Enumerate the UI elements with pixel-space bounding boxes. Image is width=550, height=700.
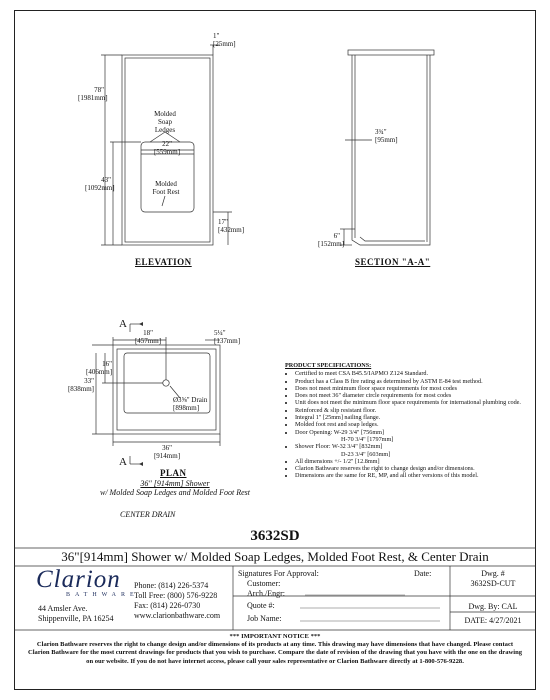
customer-label: Customer: bbox=[247, 579, 281, 588]
plan-drain bbox=[163, 380, 169, 386]
plan-dim-a: 18" [457mm] bbox=[134, 329, 162, 345]
plan-dim-width: 36" [914mm] bbox=[153, 444, 181, 460]
plan-drain-label: Ø3⅝" Drain [898mm] bbox=[173, 396, 208, 412]
spec-item: • Integral 1" [25mm] nailing flange. bbox=[295, 414, 525, 421]
elevation-top-dim: 1" [25mm] bbox=[213, 32, 236, 48]
elevation-width-dim: 22" [559mm] bbox=[153, 140, 181, 156]
spec-item: • Shower Floor: W-32 3/4" [832mm] D-23 3/4" [603mm] bbox=[295, 443, 525, 458]
logo-subtext: BATHWARE bbox=[66, 592, 139, 598]
quote-label: Quote #: bbox=[247, 601, 275, 610]
section-mark-bottom: A bbox=[119, 456, 127, 468]
date-label: Date: bbox=[414, 569, 432, 578]
model-number: 3632SD bbox=[250, 528, 300, 544]
plan-title: PLAN bbox=[160, 468, 187, 478]
spec-item: • Certified to meet CSA B45.5/IAPMO Z124 Standard. bbox=[295, 370, 525, 377]
plan-dim-b: 5¼" [137mm] bbox=[214, 329, 241, 345]
spec-item: • Does not meet 36" diameter circle requirements for most codes bbox=[295, 392, 525, 399]
spec-item: • Clarion Bathware reserves the right to change design and/or dimensions. bbox=[295, 465, 525, 472]
section-depth-dim: 3¾" [95mm] bbox=[375, 128, 398, 144]
specs-heading: PRODUCT SPECIFICATIONS: bbox=[285, 362, 372, 369]
spec-item: • Door Opening: W-29 3/4" [756mm] H-70 3/4" [1797mm] bbox=[295, 429, 525, 444]
important-notice bbox=[26, 633, 524, 666]
soap-ledges-label: Molded Soap Ledges bbox=[154, 110, 176, 134]
spec-item: • Product has a Class B fire rating as determined by ASTM E-84 test method. bbox=[295, 378, 525, 385]
section-curb-dim: 6" [152mm] bbox=[318, 232, 345, 248]
product-description: 36"[914mm] Shower w/ Molded Soap Ledges, Molded Foot Rest, & Center Drain bbox=[61, 549, 489, 564]
job-name-label: Job Name: bbox=[247, 614, 282, 623]
plan-subtitle: 36" [914mm] Shower w/ Molded Soap Ledges and Molded Foot Rest bbox=[100, 479, 250, 497]
clarion-logo: Clarion bbox=[36, 566, 121, 593]
plan-dim-d: 33" [838mm] bbox=[67, 377, 94, 393]
spec-item: • Molded foot rest and soap ledges. bbox=[295, 421, 525, 428]
drawn-by: Dwg. By: CAL bbox=[468, 602, 518, 611]
notice-heading: *** IMPORTANT NOTICE *** bbox=[229, 633, 321, 640]
elevation-height-dim: 78" [1981mm] bbox=[78, 86, 108, 102]
elevation-title: ELEVATION bbox=[135, 257, 192, 267]
foot-rest-label: Molded Foot Rest bbox=[152, 180, 180, 196]
elevation-ledge-dim: 43" [1092mm] bbox=[85, 176, 115, 192]
section-mark-top: A bbox=[119, 318, 127, 330]
arch-label: Arch./Engr: bbox=[247, 589, 285, 598]
notice-body: Clarion Bathware reserves the right to change design and/or dimensions of its products at any time. This drawing may have dimensions that have changed. Please contact Clarion Bathware for the most current drawings for products that you wish to purchase. Compare the date of revision of the drawing that you have with the one on the drawing on our website. If you do not have internet access, please call your sales representative or Clarion Bathware directly at 1-800-576-9228. bbox=[27, 641, 523, 665]
company-address: 44 Amsler Ave. Shippenville, PA 16254 bbox=[38, 604, 114, 623]
plan-dim-c: 16" [406mm] bbox=[86, 360, 113, 376]
plan-outline bbox=[113, 345, 220, 434]
product-specifications bbox=[285, 362, 525, 480]
spec-item: • Dimensions are the same for RE, MP, and all other versions of this model. bbox=[295, 472, 525, 479]
signatures-label: Signatures For Approval: bbox=[238, 569, 319, 578]
elevation-footrest-dim: 17" [432mm] bbox=[218, 218, 245, 234]
section-title: SECTION "A-A" bbox=[355, 257, 431, 267]
center-drain-label: CENTER DRAIN bbox=[120, 510, 176, 519]
spec-item: • All dimensions +/- 1/2" [12.8mm] bbox=[295, 458, 525, 465]
spec-item: • Does not meet minimum floor space requirements for most codes bbox=[295, 385, 525, 392]
drawing-date: DATE: 4/27/2021 bbox=[464, 616, 522, 625]
specs-list bbox=[285, 370, 525, 479]
spec-item: • Reinforced & slip resistant floor. bbox=[295, 407, 525, 414]
company-contact: Phone: (814) 226-5374 Toll Free: (800) 576-9228 Fax: (814) 226-0730 www.clarionbathware.com bbox=[134, 581, 221, 620]
spec-item: • Unit does not meet the minimum floor space requirements for international plumbing code. bbox=[295, 399, 525, 406]
drawing-number: Dwg. # 3632SD-CUT bbox=[470, 569, 516, 588]
